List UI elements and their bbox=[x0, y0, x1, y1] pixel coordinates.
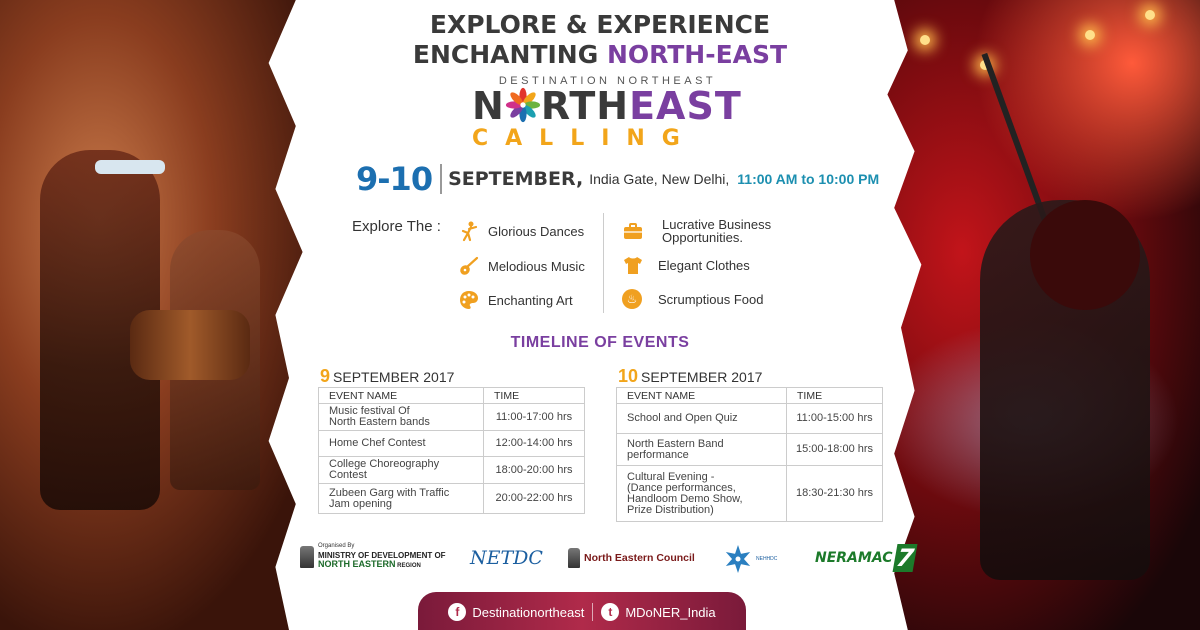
event-days: 9-10 bbox=[356, 160, 433, 198]
feature-art bbox=[458, 289, 573, 311]
nec-logo bbox=[568, 548, 695, 568]
neramac-logo bbox=[815, 544, 915, 572]
mdoner-logo bbox=[300, 542, 446, 571]
stage-light bbox=[920, 35, 930, 45]
logo-rth: RTH bbox=[540, 84, 630, 128]
event-name-cell: Home Chef Contest bbox=[319, 431, 484, 457]
table-row bbox=[617, 404, 883, 434]
day2-schedule-table bbox=[616, 387, 883, 522]
table-row bbox=[319, 484, 585, 514]
food-icon: ♨ bbox=[622, 289, 642, 309]
logo-east: EAST bbox=[629, 84, 742, 128]
feature-label: Lucrative Business Opportunities. bbox=[662, 217, 772, 245]
feature-label: Elegant Clothes bbox=[658, 257, 750, 273]
logo-supertitle: DESTINATION NORTHEAST bbox=[498, 75, 717, 87]
timeline-title: TIMELINE OF EVENTS bbox=[510, 334, 690, 351]
table-row bbox=[319, 431, 585, 457]
feature-label: Scrumptious Food bbox=[658, 291, 764, 307]
day2-label: SEPTEMBER 2017 bbox=[641, 369, 763, 385]
event-time-cell: 18:00-20:00 hrs bbox=[484, 457, 585, 484]
feature-dances bbox=[458, 220, 584, 242]
palette-icon bbox=[458, 289, 480, 311]
logo-northeast bbox=[472, 86, 752, 126]
neramac-label: NERAMAC bbox=[815, 550, 893, 566]
event-name-cell: Music festival Of North Eastern bands bbox=[319, 404, 484, 431]
day1-number: 9 bbox=[320, 366, 331, 386]
national-emblem-icon bbox=[300, 546, 314, 568]
event-name-cell: College Choreography Contest bbox=[319, 457, 484, 484]
feature-label: Melodious Music bbox=[488, 258, 585, 274]
day2-heading bbox=[618, 366, 762, 387]
feature-label: Glorious Dances bbox=[488, 223, 585, 239]
event-name-cell: Zubeen Garg with Traffic Jam opening bbox=[319, 484, 484, 514]
event-datebar bbox=[356, 162, 879, 196]
shirt-icon bbox=[622, 254, 644, 276]
day1-schedule-table bbox=[318, 387, 585, 514]
social-divider bbox=[592, 603, 593, 621]
event-time-cell: 15:00-18:00 hrs bbox=[787, 434, 883, 466]
table-row bbox=[617, 434, 883, 466]
event-month: SEPTEMBER, bbox=[448, 168, 584, 190]
guitarist-hair bbox=[1030, 200, 1140, 310]
event-time-cell: 11:00-15:00 hrs bbox=[787, 404, 883, 434]
logo-n: N bbox=[472, 84, 505, 128]
feature-food bbox=[622, 289, 764, 309]
stage-light bbox=[1085, 30, 1095, 40]
column-header-time: TIME bbox=[787, 388, 883, 404]
event-name-cell: School and Open Quiz bbox=[617, 404, 787, 434]
facebook-handle: Destinationortheast bbox=[472, 604, 585, 620]
day2-number: 10 bbox=[618, 366, 639, 386]
headband bbox=[95, 160, 165, 174]
table-row bbox=[319, 457, 585, 484]
headline-line2 bbox=[360, 40, 840, 70]
column-header-time: TIME bbox=[484, 388, 585, 404]
twitter-link[interactable] bbox=[601, 603, 715, 621]
national-emblem-icon bbox=[568, 548, 580, 568]
event-venue: India Gate, New Delhi, bbox=[589, 171, 730, 187]
event-hours: 11:00 AM to 10:00 PM bbox=[737, 171, 880, 187]
event-name-cell: North Eastern Band performance bbox=[617, 434, 787, 466]
feature-music bbox=[458, 255, 585, 277]
event-time-cell: 20:00-22:00 hrs bbox=[484, 484, 585, 514]
headline-accent: NORTH-EAST bbox=[606, 40, 788, 69]
nec-label: North Eastern Council bbox=[584, 552, 695, 564]
event-name-cell: Cultural Evening - (Dance performances, Handloom Demo Show, Prize Distribution) bbox=[617, 466, 787, 522]
neramac-mark-icon: 7 bbox=[893, 544, 916, 572]
table-row bbox=[319, 404, 585, 431]
headline-line2-prefix: ENCHANTING bbox=[412, 40, 607, 69]
guitarist-photo bbox=[860, 0, 1200, 630]
briefcase-icon bbox=[622, 220, 644, 242]
table-header-row bbox=[617, 388, 883, 404]
logo-calling: CALLING bbox=[472, 126, 697, 151]
explore-divider bbox=[603, 213, 604, 313]
nehhdc-label: NEHHDC bbox=[756, 555, 778, 562]
feature-label: Enchanting Art bbox=[488, 292, 573, 308]
headline bbox=[360, 10, 840, 70]
table-header-row bbox=[319, 388, 585, 404]
guitar-icon bbox=[458, 255, 480, 277]
social-bar bbox=[418, 592, 746, 630]
date-divider bbox=[440, 164, 442, 194]
day1-heading bbox=[320, 366, 454, 387]
event-time-cell: 18:30-21:30 hrs bbox=[787, 466, 883, 522]
feature-business bbox=[622, 218, 802, 244]
twitter-handle: MDoNER_India bbox=[625, 604, 716, 620]
nehhdc-emblem-icon bbox=[722, 543, 754, 575]
column-header-event: EVENT NAME bbox=[617, 388, 787, 404]
flower-logo-icon bbox=[505, 87, 541, 123]
explore-label: Explore The : bbox=[352, 218, 441, 235]
mdoner-line2-suffix: REGION bbox=[395, 563, 421, 569]
netdc-logo: NETDC bbox=[470, 547, 543, 569]
headline-line1: EXPLORE & EXPERIENCE bbox=[429, 10, 771, 39]
stage-light bbox=[1145, 10, 1155, 20]
event-time-cell: 11:00-17:00 hrs bbox=[484, 404, 585, 431]
feature-clothes bbox=[622, 254, 750, 276]
mdoner-line1: MINISTRY OF DEVELOPMENT OF bbox=[318, 551, 446, 560]
dancer-icon bbox=[458, 220, 480, 242]
mdoner-line2 bbox=[318, 560, 446, 571]
day1-label: SEPTEMBER 2017 bbox=[333, 369, 455, 385]
nehhdc-logo bbox=[722, 543, 777, 575]
organised-by-label: Organised By bbox=[318, 543, 355, 549]
column-header-event: EVENT NAME bbox=[319, 388, 484, 404]
mdoner-line2-main: NORTH EASTERN bbox=[318, 559, 396, 569]
twitter-icon: t bbox=[601, 603, 619, 621]
facebook-icon: f bbox=[448, 603, 466, 621]
facebook-link[interactable] bbox=[448, 603, 584, 621]
event-time-cell: 12:00-14:00 hrs bbox=[484, 431, 585, 457]
table-row bbox=[617, 466, 883, 522]
drum bbox=[130, 310, 250, 380]
